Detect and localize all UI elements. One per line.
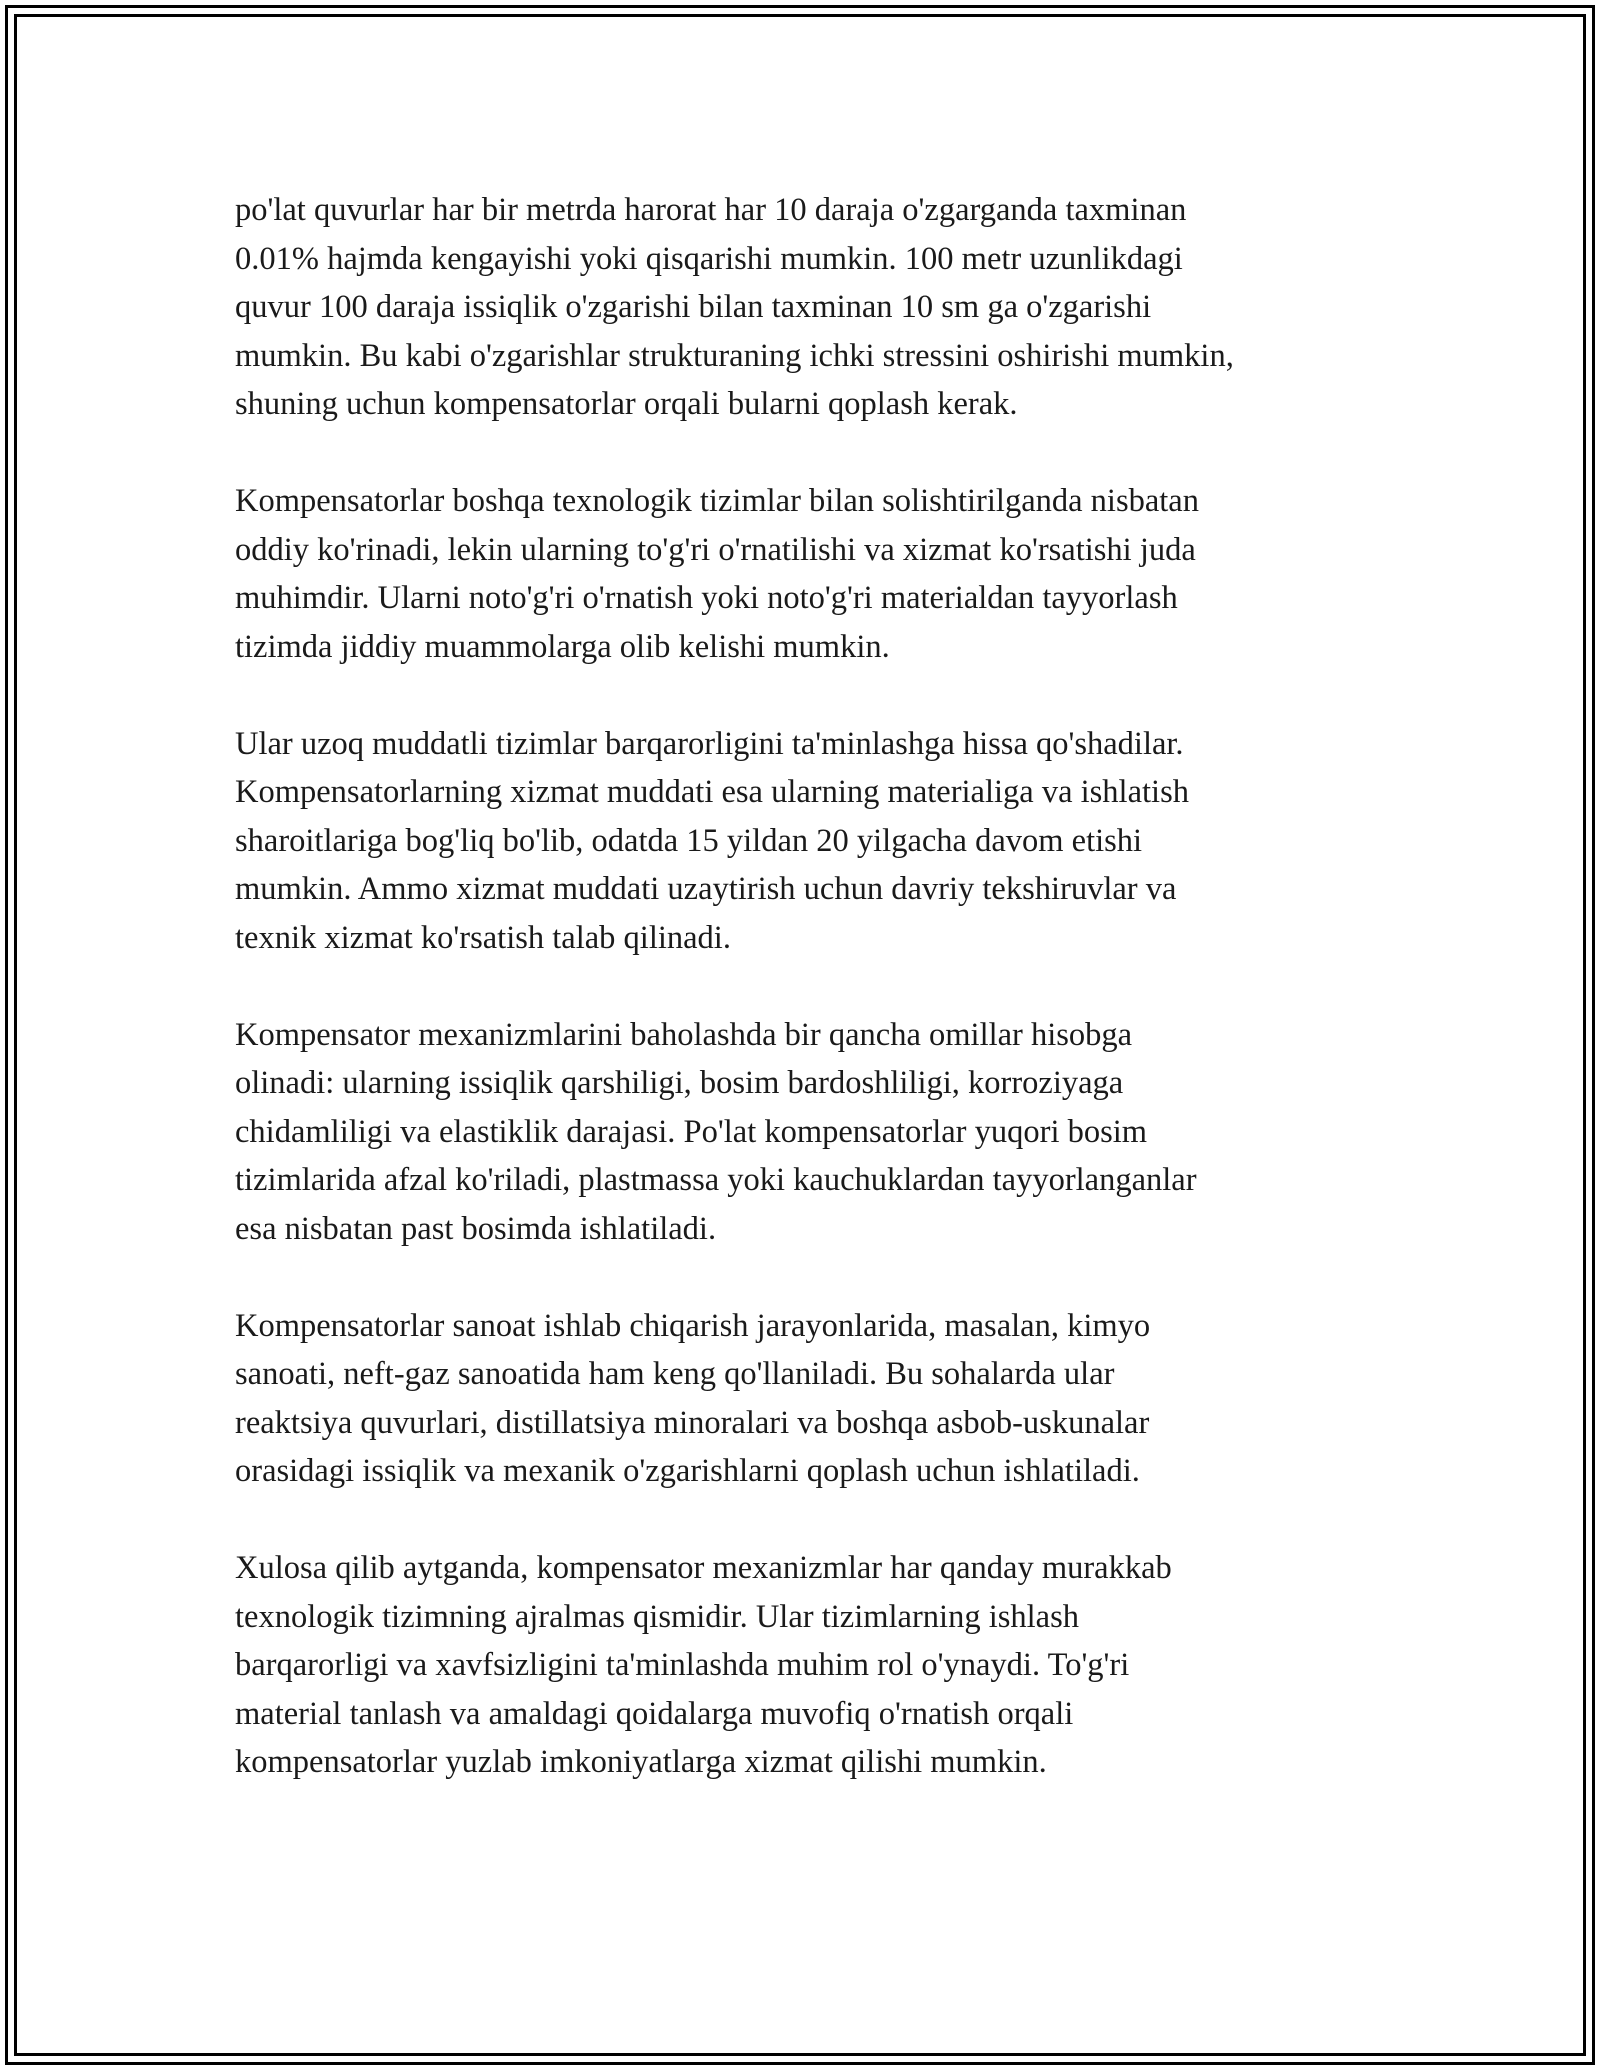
text-line: quvur 100 daraja issiqlik o'zgarishi bilan taxminan 10 sm ga o'zgarishi: [235, 289, 1152, 325]
text-line: esa nisbatan past bosimda ishlatiladi.: [235, 1210, 717, 1247]
text-line: olinadi: ularning issiqlik qarshiligi, bosim bardoshliligi, korroziyaga: [235, 1065, 1124, 1101]
text-line: tizimlarida afzal ko'riladi, plastmassa yoki kauchuklardan tayyorlanganlar: [235, 1162, 1197, 1198]
paragraph-1: [235, 186, 1375, 429]
paragraph-6: [235, 1544, 1375, 1787]
text-line: tizimda jiddiy muammolarga olib kelishi mumkin.: [235, 628, 890, 665]
text-line: Kompensatorlar boshqa texnologik tizimlar bilan solishtirilganda nisbatan: [235, 483, 1199, 519]
text-line: reaktsiya quvurlari, distillatsiya minoralari va boshqa asbob-uskunalar: [235, 1404, 1150, 1441]
text-line: material tanlash va amaldagi qoidalarga muvofiq o'rnatish orqali: [235, 1695, 1074, 1732]
paragraph-3: [235, 720, 1375, 963]
text-line: texnik xizmat ko'rsatish talab qilinadi.: [235, 919, 731, 956]
text-line: chidamliligi va elastiklik darajasi. Po'lat kompensatorlar yuqori bosim: [235, 1113, 1148, 1150]
paragraph-4: [235, 1011, 1375, 1254]
text-line: Kompensatorlar sanoat ishlab chiqarish jarayonlarida, masalan, kimyo: [235, 1307, 1151, 1344]
paragraph-5: [235, 1302, 1375, 1496]
text-line: shuning uchun kompensatorlar orqali bularni qoplash kerak.: [235, 386, 1018, 422]
text-line: mumkin. Bu kabi o'zgarishlar strukturaning ichki stressini oshirishi mumkin,: [235, 337, 1234, 374]
text-line: po'lat quvurlar har bir metrda harorat har 10 daraja o'zgarganda taxminan: [235, 192, 1187, 228]
text-line: Kompensator mexanizmlarini baholashda bir qancha omillar hisobga: [235, 1016, 1133, 1053]
text-line: barqarorligi va xavfsizligini ta'minlashda muhim rol o'ynaydi. To'g'ri: [235, 1647, 1130, 1683]
text-line: sharoitlariga bog'liq bo'lib, odatda 15 yildan 20 yilgacha davom etishi: [235, 822, 1143, 859]
text-line: mumkin. Ammo xizmat muddati uzaytirish uchun davriy tekshiruvlar va: [235, 871, 1177, 907]
text-line: sanoati, neft-gaz sanoatida ham keng qo'llaniladi. Bu sohalarda ular: [235, 1356, 1115, 1392]
text-line: Kompensatorlarning xizmat muddati esa ularning materialiga va ishlatish: [235, 774, 1189, 810]
text-line: kompensatorlar yuzlab imkoniyatlarga xizmat qilishi mumkin.: [235, 1744, 1047, 1780]
text-line: Xulosa qilib aytganda, kompensator mexanizmlar har qanday murakkab: [235, 1550, 1172, 1586]
text-line: Ular uzoq muddatli tizimlar barqarorligini ta'minlashga hissa qo'shadilar.: [235, 725, 1184, 762]
text-line: orasidagi issiqlik va mexanik o'zgarishlarni qoplash uchun ishlatiladi.: [235, 1453, 1140, 1489]
text-line: texnologik tizimning ajralmas qismidir. Ular tizimlarning ishlash: [235, 1598, 1079, 1635]
document-body: [235, 186, 1375, 1835]
paragraph-2: [235, 477, 1375, 671]
text-line: muhimdir. Ularni noto'g'ri o'rnatish yoki noto'g'ri materialdan tayyorlash: [235, 580, 1178, 616]
text-line: oddiy ko'rinadi, lekin ularning to'g'ri o'rnatilishi va xizmat ko'rsatishi juda: [235, 531, 1196, 568]
text-line: 0.01% hajmda kengayishi yoki qisqarishi mumkin. 100 metr uzunlikdagi: [235, 240, 1183, 277]
